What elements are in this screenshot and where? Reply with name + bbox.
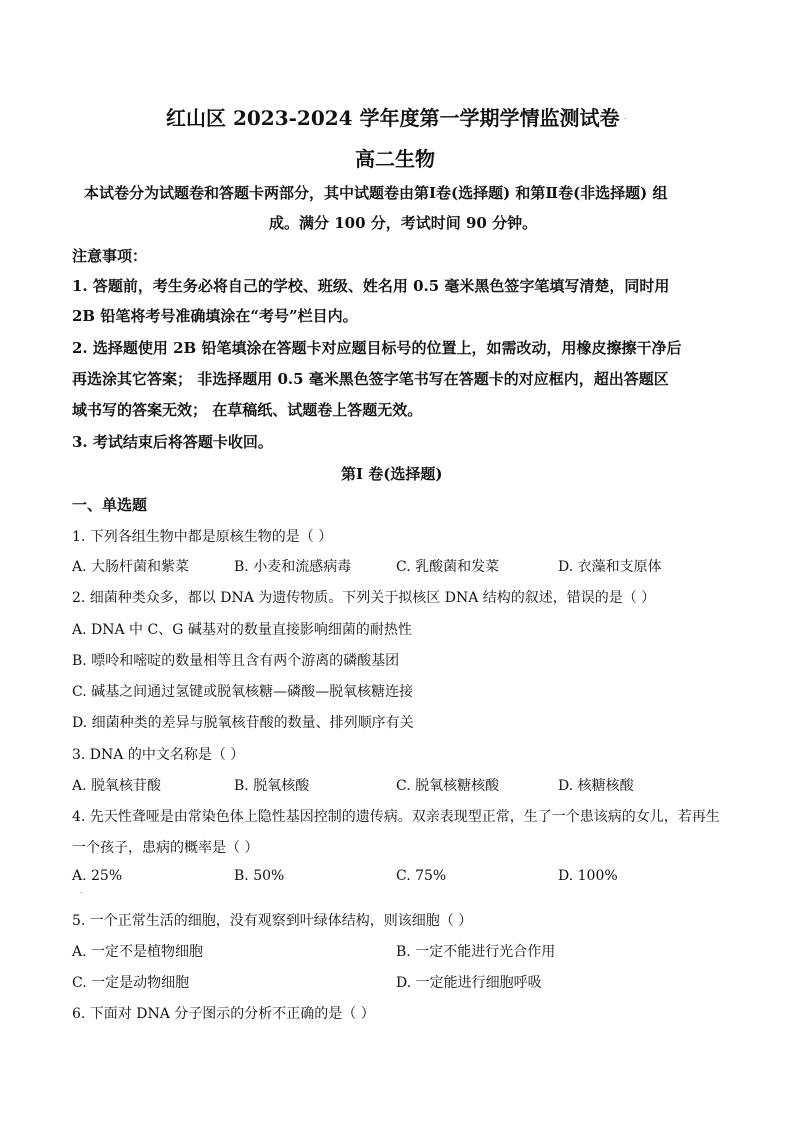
- notes-line: 域书写的答案无效； 在草稿纸、试题卷上答题无效。: [72, 401, 423, 419]
- option-c: C. 一定是动物细胞: [72, 975, 190, 991]
- option-a: A. 一定不是植物细胞: [72, 944, 204, 960]
- notes-line: 1. 答题前，考生务必将自己的学校、班级、姓名用 0.5 毫米黑色签字笔填写清楚，同时用: [72, 277, 670, 295]
- option-c: C. 脱氧核糖核酸: [396, 778, 500, 794]
- exam-subtitle: 高二生物: [355, 147, 435, 171]
- option-b: B. 小麦和流感病毒: [234, 559, 352, 575]
- exam-title: 红山区 2023-2024 学年度第一学期学情监测试卷: [166, 106, 620, 130]
- option-b: B. 脱氧核酸: [234, 778, 310, 794]
- notes-line: 2. 选择题使用 2B 铅笔填涂在答题卡对应题目标号的位置上，如需改动，用橡皮擦擦干净后: [72, 339, 682, 357]
- option-d: D. 一定能进行细胞呼吸: [396, 975, 542, 991]
- question-stem: 2. 细菌种类众多，都以 DNA 为遗传物质。下列关于拟核区 DNA 结构的叙述，错误的是（ ）: [72, 590, 656, 606]
- notes-line: 再选涂其它答案； 非选择题用 0.5 毫米黑色签字笔书写在答题卡的对应框内，超出答题区: [72, 370, 669, 388]
- question-stem: 3. DNA 的中文名称是（ ）: [72, 747, 245, 763]
- option-c: C. 75%: [396, 868, 447, 884]
- question-stem-cont: 一个孩子，患病的概率是（ ）: [72, 840, 259, 856]
- notes-line: 3. 考试结束后将答题卡收回。: [72, 433, 273, 451]
- option-d: D. 核糖核酸: [558, 778, 634, 794]
- option-a: A. DNA 中 C、G 碱基对的数量直接影响细菌的耐热性: [72, 622, 412, 638]
- option-c: C. 碱基之间通过氢键或脱氧核糖—磷酸—脱氧核糖连接: [72, 684, 414, 700]
- option-b: B. 50%: [234, 868, 285, 884]
- notes-line: 2B 铅笔将考号准确填涂在“考号”栏目内。: [72, 307, 358, 325]
- option-b: B. 一定不能进行光合作用: [396, 944, 556, 960]
- option-a: A. 25%: [72, 868, 123, 884]
- option-d: D. 细菌种类的差异与脱氧核苷酸的数量、排列顺序有关: [72, 715, 414, 731]
- option-a: A. 大肠杆菌和紫菜: [72, 559, 190, 575]
- title-dot: .: [624, 112, 627, 121]
- stray-dot: .: [80, 886, 83, 895]
- option-d: D. 衣藻和支原体: [558, 559, 662, 575]
- option-b: B. 嘌呤和嘧啶的数量相等且含有两个游离的磷酸基团: [72, 653, 400, 669]
- intro-line-1: 本试卷分为试题卷和答题卡两部分，其中试题卷由第Ⅰ卷(选择题) 和第Ⅱ卷(非选择题) 组: [84, 184, 668, 202]
- question-stem: 5. 一个正常生活的细胞，没有观察到叶绿体结构，则该细胞（ ）: [72, 913, 473, 929]
- part-heading: 一、单选题: [72, 496, 148, 514]
- option-a: A. 脱氧核苷酸: [72, 778, 162, 794]
- question-stem: 1. 下列各组生物中都是原核生物的是（ ）: [72, 529, 333, 545]
- notes-heading: 注意事项：: [72, 247, 148, 265]
- question-stem: 6. 下面对 DNA 分子图示的分析不正确的是（ ）: [72, 1006, 375, 1022]
- section-title: 第Ⅰ 卷(选择题): [341, 465, 443, 483]
- option-d: D. 100%: [558, 868, 618, 884]
- option-c: C. 乳酸菌和发菜: [396, 559, 500, 575]
- intro-line-2: 成。满分 100 分，考试时间 90 分钟。: [269, 214, 538, 232]
- question-stem: 4. 先天性聋哑是由常染色体上隐性基因控制的遗传病。双亲表现型正常，生了一个患该病的女儿，若再生: [72, 809, 720, 825]
